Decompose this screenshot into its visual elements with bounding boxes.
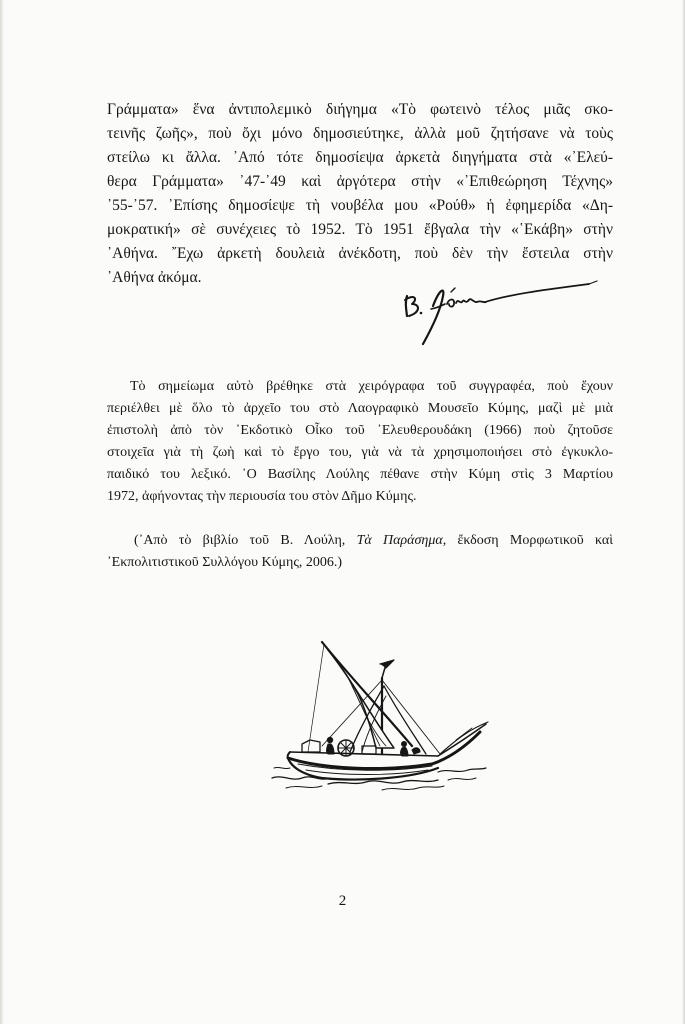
main-text-line: θερα Γράμματα» ᾿47-᾿49 καὶ ἀργότερα στὴν «᾿Επιθεώρηση Τέχνης»	[107, 173, 613, 190]
note-line	[107, 465, 613, 485]
ship-icon	[262, 636, 498, 796]
note-line-text: περιέλθει μὲ ὅλο τὸ ἀρχεῖο του στὸ Λαογραφικὸ Μουσεῖο Κύμης, μαζὶ μὲ μιὰ	[107, 401, 613, 416]
note-line-text: Τὸ σημείωμα αὐτὸ βρέθηκε στὰ χειρόγραφα τοῦ συγγραφέα, ποὺ ἔχουν	[130, 379, 613, 394]
note-line-text: 1972, ἀφήνοντας τὴν περιουσία του στὸν Δῆμο Κύμης.	[107, 489, 417, 504]
note-line-text: παιδικό του λεξικό. ῾Ο Βασίλης Λούλης πέθανε στὴν Κύμη στὶς 3 Μαρτίου	[107, 467, 613, 482]
citation-line	[134, 531, 613, 551]
main-text-line: στείλω κι ἄλλα. ᾿Από τότε δημοσίεψα ἀρκετὰ διηγήματα στὰ «᾿Ελεύ-	[107, 149, 613, 166]
note-line	[107, 443, 613, 463]
citation-prefix: (᾿Απὸ τὸ βιβλίο τοῦ Β. Λούλη,	[134, 533, 357, 548]
citation-line-text	[134, 531, 613, 551]
page-number: 2	[338, 893, 347, 909]
signature-icon	[393, 278, 605, 348]
page-edge-left	[0, 0, 4, 1024]
main-text-line: ᾿Αθήνα. ῎Εχω ἀρκετὴ δουλειὰ ἀνέκδοτη, ποὺ δὲν τὴν ἔστειλα στὴν	[107, 245, 613, 262]
note-line	[107, 487, 613, 507]
note-line	[107, 421, 613, 441]
note-line-text: ἐπιστολὴ ἀπὸ τὸν ᾿Εκδοτικὸ Οἶκο τοῦ ᾿Ελευθερουδάκη (1966) ποὺ ζητοῦσε	[107, 423, 613, 438]
citation-suffix: , ἔκδοση Μορφωτικοῦ καὶ	[442, 533, 613, 548]
citation-line: ᾿Εκπολιτιστικοῦ Συλλόγου Κύμης, 2006.)	[107, 555, 343, 570]
book-title: Τὰ Παράσημα	[356, 533, 443, 548]
main-text-line: ᾿Αθήνα ἀκόμα.	[107, 269, 202, 286]
main-text-line: τεινῆς ζωῆς», ποὺ ὄχι μόνο δημοσιεύτηκε, ἀλλὰ μοῦ ζητήσανε νὰ τοὺς	[107, 125, 613, 142]
note-line	[107, 399, 613, 419]
note-line-text: στοιχεῖα γιὰ τὴ ζωὴ καὶ τὸ ἔργο του, γιὰ νὰ τὰ χρησιμοποιήσει στὸ ἐγκυκλο-	[107, 445, 613, 460]
main-text-line: ᾿55-᾿57. ᾿Επίσης δημοσίεψε τὴ νουβέλα μου «Ρούθ» ἡ ἐφημερίδα «Δη-	[107, 197, 613, 214]
note-line	[130, 377, 613, 397]
main-text-line: μοκρατική» σὲ συνέχειες τὸ 1952. Τὸ 1951 ἔβγαλα τὴν «῾Εκάβη» στὴν	[107, 221, 613, 238]
main-text-line: Γράμματα» ἕνα ἀντιπολεμικὸ διήγημα «Τὸ φωτεινὸ τέλος μιᾶς σκο-	[107, 101, 613, 118]
